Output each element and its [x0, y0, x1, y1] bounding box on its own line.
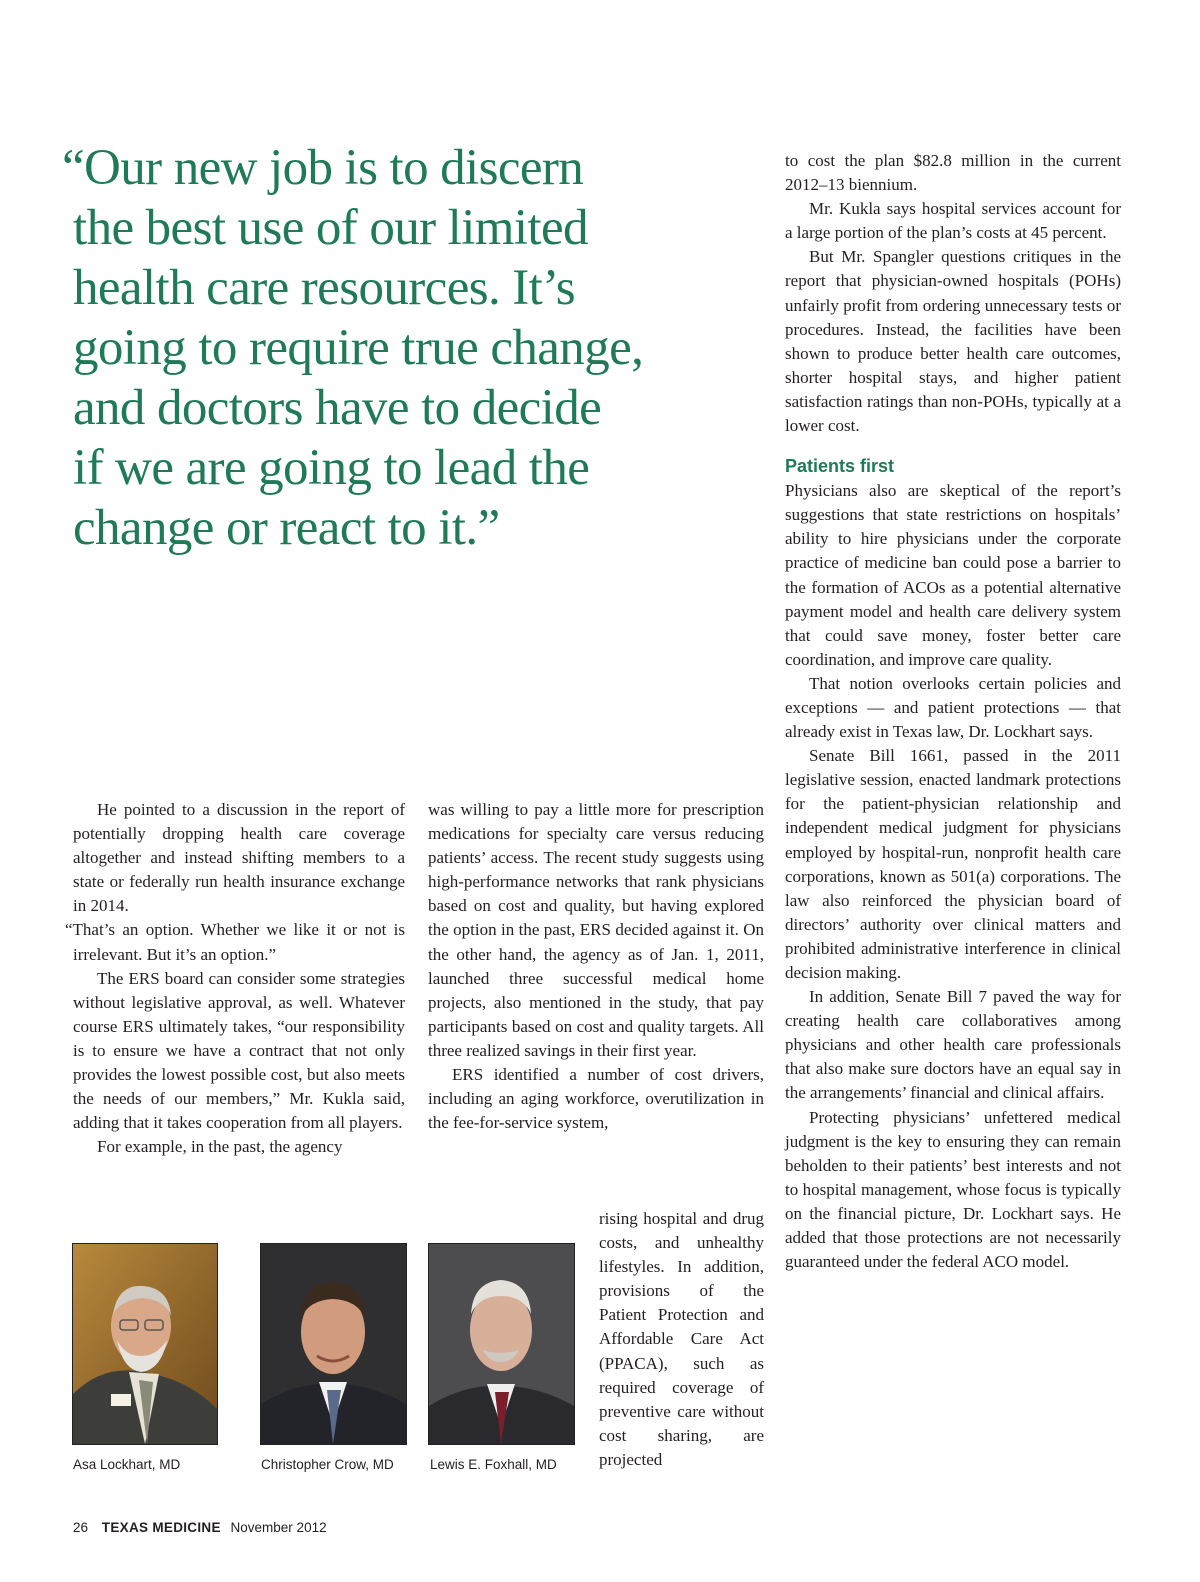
body-paragraph: Mr. Kukla says hospital services account for a large portion of the plan’s costs at 45 percent.	[785, 199, 1121, 243]
body-paragraph: was willing to pay a little more for prescription medications for specialty care versus reducing patients’ access. The recent study suggests using high-performance networks that rank physicians based on cost and quality, but having explored the option in the past, ERS decided against it. On the other hand, the agency as of Jan. 1, 2011, launched three successful medical home projects, also mentioned in the study, that pay participants based on cost and quality targets. All three realized savings in their first year.	[428, 800, 764, 1060]
portrait-image	[429, 1244, 574, 1444]
body-paragraph: The ERS board can consider some strategies without legislative approval, as well. Whatever course ERS ultimately takes, “our responsibility is to ensure we have a contract that not only provides the lowest possible cost, but also meets the needs of our members,” Mr. Kukla said, adding that it takes cooperation from all players.	[73, 968, 405, 1133]
pull-quote-line: health care resources. It’s	[73, 260, 576, 316]
article-column-middle	[428, 798, 764, 1135]
body-paragraph: That notion overlooks certain policies and exceptions — and patient protections — that already exist in Texas law, Dr. Lockhart says.	[785, 673, 1121, 742]
page-footer	[73, 1520, 327, 1535]
photo-caption: Asa Lockhart, MD	[73, 1457, 181, 1472]
magazine-name: TEXAS MEDICINE	[101, 1520, 221, 1535]
body-paragraph: For example, in the past, the agency	[97, 1137, 343, 1157]
pull-quote	[62, 138, 722, 558]
body-paragraph: He pointed to a discussion in the report of potentially dropping health care coverage altogether and instead shifting members to a state or federally run health insurance exchange in 2014.	[73, 800, 405, 916]
body-paragraph: rising hospital and drug costs, and unhealthy lifestyles. In addition, provisions of the Patient Protection and Affordable Care Act (PPACA), such as required coverage of preventive care without cost sharing, are projected	[599, 1209, 764, 1469]
body-paragraph: “That’s an option. Whether we like it or not is irrelevant. But it’s an option.”	[65, 920, 405, 964]
photo-caption: Lewis E. Foxhall, MD	[430, 1457, 557, 1472]
section-subhead: Patients first	[785, 456, 895, 477]
body-paragraph: Senate Bill 1661, passed in the 2011 legislative session, enacted landmark protections for the patient-physician relationship and independent medical judgment for physicians employed by hospital-run, nonprofit health care corporations, known as 501(a) corporations. The law also reinforced the physician board of directors’ authority over clinical matters and prohibited administrative interference in clinical decision making.	[785, 746, 1121, 982]
photo-caption: Christopher Crow, MD	[261, 1457, 394, 1472]
pull-quote-line: “Our new job is to discern	[62, 140, 584, 196]
body-paragraph: But Mr. Spangler questions critiques in the report that physician-owned hospitals (POHs) unfairly profit from ordering unnecessary tests or procedures. Instead, the facilities have been shown to produce better health care outcomes, shorter hospital stays, and higher patient satisfaction ratings than non-POHs, typically at a lower cost.	[785, 247, 1121, 436]
pull-quote-line: if we are going to lead the	[73, 440, 590, 496]
article-column-middle-continuation	[599, 1207, 764, 1472]
body-paragraph: ERS identified a number of cost drivers, including an aging workforce, overutilization in the fee-for-service system,	[428, 1065, 764, 1133]
portrait-photo-foxhall	[428, 1243, 575, 1445]
portrait-image	[73, 1244, 217, 1444]
page-number: 26	[73, 1520, 89, 1535]
portrait-photo-lockhart	[72, 1243, 218, 1445]
pull-quote-line: and doctors have to decide	[73, 380, 602, 436]
pull-quote-line: the best use of our limited	[73, 200, 588, 256]
portrait-image	[261, 1244, 406, 1444]
pull-quote-line: going to require true change,	[73, 320, 644, 376]
issue-date: November 2012	[230, 1520, 327, 1535]
portrait-photo-crow	[260, 1243, 407, 1445]
body-paragraph: In addition, Senate Bill 7 paved the way for creating health care collaboratives among physicians and other health care professionals that also make sure doctors have an equal say in the arrangements’ financial and clinical affairs.	[785, 987, 1121, 1103]
body-paragraph: to cost the plan $82.8 million in the current 2012–13 biennium.	[785, 151, 1121, 195]
article-column-left	[65, 798, 405, 1159]
pull-quote-line: change or react to it.”	[73, 500, 500, 556]
body-paragraph: Physicians also are skeptical of the report’s suggestions that state restrictions on hospitals’ ability to hire physicians under the corporate practice of medicine ban could pose a barrier to the formation of ACOs as a potential alternative payment model and health care delivery system that could save money, foster better care coordination, and improve care quality.	[785, 481, 1121, 669]
body-paragraph: Protecting physicians’ unfettered medical judgment is the key to ensuring they can remain beholden to their patients’ best interests and not to hospital management, whose focus is typically on the financial picture, Dr. Lockhart says. He added that those protections are not necessarily guaranteed under the federal ACO model.	[785, 1107, 1121, 1272]
article-column-right	[785, 149, 1121, 1274]
